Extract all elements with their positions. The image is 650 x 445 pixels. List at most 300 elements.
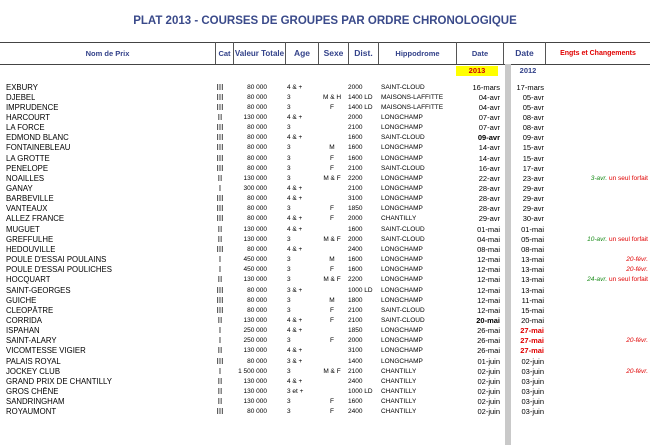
date-2012: 09-avr	[522, 133, 544, 143]
total-value: 130 000	[243, 225, 267, 233]
table-row	[0, 407, 650, 417]
racecourse: LONGCHAMP	[381, 113, 423, 121]
racecourse: LONGCHAMP	[381, 286, 423, 294]
racecourse: LONGCHAMP	[381, 195, 423, 203]
total-value: 250 000	[243, 327, 267, 335]
total-value: 80 000	[247, 195, 267, 203]
racecourse: LONGCHAMP	[381, 205, 423, 213]
sex: F	[330, 266, 334, 274]
date-2013: 26-mai	[477, 346, 500, 356]
category: II	[217, 315, 223, 325]
sex	[319, 113, 345, 123]
page-title: PLAT 2013 - COURSES DE GROUPES PAR ORDRE CHRONOLOGIQUE	[133, 15, 517, 27]
date-2013: 04-avr	[478, 92, 500, 102]
date-2013: 12-mai	[477, 275, 500, 285]
total-value: 80 000	[247, 103, 267, 111]
age: 4 & +	[287, 327, 303, 335]
table-row	[0, 93, 650, 103]
header-hippodrome: Hippodrome	[395, 48, 440, 58]
sex: F	[330, 154, 334, 162]
date-2012: 17-avr	[522, 163, 544, 173]
category: III	[216, 123, 224, 133]
sex: F	[330, 408, 334, 416]
distance: 2200	[348, 276, 363, 284]
prize-name: PENELOPE	[6, 163, 49, 173]
sex	[319, 194, 345, 204]
date-2012: 05-avr	[522, 92, 544, 102]
date-2013: 14-avr	[478, 143, 500, 153]
table-row	[0, 235, 650, 245]
category: III	[216, 214, 224, 224]
age: 3	[287, 93, 291, 101]
racecourse: LONGCHAMP	[381, 266, 423, 274]
distance: 1000 LD	[348, 286, 373, 294]
category: III	[216, 92, 224, 102]
category: II	[217, 234, 223, 244]
prize-name: CORRIDA	[6, 315, 42, 325]
sex: F	[330, 316, 334, 324]
date-2013: 08-mai	[477, 244, 500, 254]
distance: 2100	[348, 124, 363, 132]
age: 3	[287, 124, 291, 132]
table-row	[0, 83, 650, 93]
engagement-note	[548, 174, 648, 184]
total-value: 80 000	[247, 154, 267, 162]
total-value: 80 000	[247, 306, 267, 314]
distance: 2100	[348, 306, 363, 314]
engagement-note	[548, 235, 648, 245]
distance: 2400	[348, 408, 363, 416]
engagement-date: 10-avr.	[587, 235, 608, 243]
prize-name: LA FORCE	[6, 123, 45, 133]
sex	[319, 83, 345, 93]
date-2013: 04-avr	[478, 102, 500, 112]
engagement-change: un seul forfait	[608, 235, 648, 243]
racecourse: LONGCHAMP	[381, 357, 423, 365]
total-value: 80 000	[247, 205, 267, 213]
total-value: 80 000	[247, 93, 267, 101]
date-2012: 03-juin	[521, 387, 544, 396]
engagement-change: un seul forfait	[608, 174, 648, 182]
date-2013: 12-mai	[477, 285, 500, 295]
table-row	[0, 184, 650, 194]
category: II	[217, 346, 223, 356]
total-value: 300 000	[243, 185, 267, 192]
distance: 1400	[348, 357, 363, 365]
year-2012-label: 2012	[519, 66, 537, 75]
engagement-date: 20-févr.	[626, 367, 648, 375]
racecourse: MAISONS-LAFFITTE	[381, 103, 444, 111]
table-row	[0, 265, 650, 275]
engagement-date: 20-févr.	[626, 337, 648, 345]
category: III	[216, 133, 224, 143]
racecourse: LONGCHAMP	[381, 245, 423, 253]
distance: 2100	[348, 316, 363, 324]
table-row	[0, 164, 650, 174]
distance: 2000	[348, 113, 363, 121]
distance: 3100	[348, 347, 363, 355]
distance: 2000	[348, 83, 363, 91]
total-value: 80 000	[247, 124, 267, 132]
date-2012: 13-mai	[521, 265, 544, 275]
date-2012: 01-mai	[521, 224, 544, 234]
date-2012: 03-juin	[521, 397, 544, 407]
category: II	[217, 224, 223, 234]
racecourse: LONGCHAMP	[381, 256, 423, 264]
table-row	[0, 306, 650, 316]
total-value: 80 000	[247, 144, 267, 152]
sex: M & F	[323, 235, 341, 243]
sex: F	[330, 215, 334, 223]
racecourse: SAINT-CLOUD	[381, 235, 425, 243]
prize-name: MUGUET	[6, 224, 40, 234]
sex	[319, 133, 345, 143]
racecourse: SAINT-CLOUD	[381, 134, 425, 142]
distance: 2200	[348, 174, 363, 182]
header-date-2012: Date	[515, 47, 534, 58]
prize-name: HEDOUVILLE	[6, 244, 56, 254]
category: III	[216, 356, 224, 366]
age: 3	[287, 205, 291, 213]
category: II	[217, 397, 223, 407]
sex: F	[330, 164, 334, 172]
age: 4 & +	[287, 134, 303, 142]
age: 3 & +	[287, 357, 303, 365]
date-2012: 03-juin	[521, 376, 544, 386]
header-age: Age	[293, 47, 311, 58]
age: 3	[287, 256, 291, 264]
racecourse: CHANTILLY	[381, 408, 417, 416]
table-row	[0, 194, 650, 204]
table-row	[0, 346, 650, 356]
category: III	[216, 163, 224, 173]
table-row	[0, 225, 650, 235]
prize-name: VICOMTESSE VIGIER	[6, 346, 86, 356]
sex: M	[329, 144, 335, 152]
category: I	[218, 366, 222, 376]
prize-name: GUICHE	[6, 295, 37, 305]
date-2012: 17-mars	[516, 82, 544, 92]
table-row	[0, 357, 650, 367]
prize-name: EDMOND BLANC	[6, 133, 69, 143]
prize-name: POULE D'ESSAI POULICHES	[6, 265, 112, 275]
date-2013: 14-avr	[478, 153, 500, 163]
category: II	[217, 173, 223, 183]
racecourse: SAINT-CLOUD	[381, 225, 425, 233]
date-2013: 16-avr	[478, 163, 500, 173]
category: II	[217, 376, 223, 386]
prize-name: NOAILLES	[6, 173, 45, 183]
age: 4 & +	[287, 225, 303, 233]
age: 3	[287, 367, 291, 375]
prize-name: ALLEZ FRANCE	[6, 214, 65, 224]
age: 3	[287, 398, 291, 406]
prize-name: DJEBEL	[6, 92, 36, 102]
category: III	[216, 194, 224, 204]
distance: 1800	[348, 296, 363, 304]
table-row	[0, 316, 650, 326]
age: 3	[287, 154, 291, 162]
total-value: 80 000	[247, 286, 267, 294]
category: II	[217, 112, 223, 122]
engagement-date: 20-févr.	[626, 256, 648, 264]
category: III	[216, 295, 224, 305]
category: II	[217, 275, 223, 285]
category: I	[218, 255, 222, 265]
date-2012: 23-avr	[522, 173, 544, 183]
date-2013: 01-mai	[477, 224, 500, 234]
header-sexe: Sexe	[323, 47, 344, 58]
date-2013: 20-mai	[476, 315, 500, 325]
date-2012: 03-juin	[521, 407, 544, 417]
total-value: 80 000	[247, 215, 267, 223]
date-2013: 01-juin	[477, 356, 500, 366]
date-2012: 29-avr	[522, 204, 544, 214]
total-value: 130 000	[243, 347, 267, 355]
distance: 2100	[348, 185, 363, 192]
age: 3	[287, 296, 291, 304]
table-row	[0, 275, 650, 285]
category: III	[216, 82, 224, 92]
table-row	[0, 174, 650, 184]
year-2013-label: 2013	[456, 66, 498, 76]
date-2013: 26-mai	[477, 336, 500, 346]
sex	[319, 184, 345, 194]
age: 3	[287, 174, 291, 182]
date-2012: 29-avr	[522, 184, 544, 193]
header-engts: Engts et Changements	[560, 49, 636, 57]
total-value: 130 000	[243, 398, 267, 406]
table-row	[0, 255, 650, 265]
sex	[319, 326, 345, 336]
engagement-date: 20-févr.	[626, 266, 648, 274]
racecourse: LONGCHAMP	[381, 144, 423, 152]
racecourse: LONGCHAMP	[381, 276, 423, 284]
date-2013: 02-juin	[477, 366, 500, 376]
date-2012: 27-mai	[520, 346, 544, 356]
sex: M & H	[322, 93, 342, 101]
distance: 1600	[348, 398, 363, 406]
prize-name: FONTAINEBLEAU	[6, 143, 71, 153]
date-2012: 08-mai	[521, 244, 544, 254]
sex	[319, 123, 345, 133]
age: 4 & +	[287, 195, 303, 203]
racecourse: LONGCHAMP	[381, 296, 423, 304]
racecourse: LONGCHAMP	[381, 174, 423, 182]
date-2013: 12-mai	[477, 265, 500, 275]
age: 4 & +	[287, 215, 303, 223]
header-dist: Dist.	[354, 47, 373, 58]
table-row	[0, 336, 650, 346]
date-2013: 28-avr	[478, 184, 500, 193]
sex	[319, 387, 345, 397]
sex	[319, 357, 345, 367]
category: III	[216, 153, 224, 163]
prize-name: SAINT-GEORGES	[6, 285, 71, 295]
date-2013: 09-avr	[477, 133, 500, 143]
distance: 3100	[348, 195, 363, 203]
prize-name: GANAY	[6, 184, 33, 193]
distance: 2100	[348, 164, 363, 172]
prize-name: GREFFULHE	[6, 234, 54, 244]
age: 4 & +	[287, 83, 303, 91]
date-2012: 15-mai	[521, 305, 544, 315]
date-2013: 02-juin	[477, 397, 500, 407]
date-2012: 13-mai	[521, 255, 544, 265]
sex: M	[329, 256, 335, 264]
table-row	[0, 377, 650, 387]
age: 3	[287, 144, 291, 152]
date-2013: 29-avr	[478, 214, 500, 224]
table-row	[0, 113, 650, 123]
category: I	[218, 184, 222, 193]
age: 4 & +	[287, 113, 303, 121]
table-row	[0, 296, 650, 306]
sex	[319, 245, 345, 255]
table-row	[0, 245, 650, 255]
date-2013: 28-avr	[478, 194, 500, 204]
date-2012: 13-mai	[521, 285, 544, 295]
sex: F	[330, 103, 334, 111]
date-2012: 27-mai	[520, 326, 544, 336]
table-row	[0, 103, 650, 113]
racecourse: LONGCHAMP	[381, 337, 423, 345]
distance: 2100	[348, 367, 363, 375]
racecourse: SAINT-CLOUD	[381, 316, 425, 324]
date-2012: 05-mai	[521, 234, 544, 244]
total-value: 130 000	[243, 377, 267, 385]
date-2012: 15-avr	[522, 153, 544, 163]
date-2012: 05-avr	[522, 102, 544, 112]
sex: F	[330, 398, 334, 406]
total-value: 250 000	[243, 337, 267, 345]
category: III	[216, 305, 224, 315]
engagement-date: 3-avr.	[590, 174, 608, 182]
date-2013: 22-avr	[478, 173, 500, 183]
racecourse: CHANTILLY	[381, 215, 417, 223]
total-value: 80 000	[247, 357, 267, 365]
total-value: 80 000	[247, 408, 267, 416]
total-value: 130 000	[243, 235, 267, 243]
table-row	[0, 326, 650, 336]
category: III	[216, 407, 224, 417]
sex	[319, 346, 345, 356]
date-2012: 13-mai	[521, 275, 544, 285]
engagement-note	[548, 367, 648, 377]
engagement-note	[548, 275, 648, 285]
prize-name: GROS CHÊNE	[6, 387, 59, 396]
total-value: 80 000	[247, 245, 267, 253]
total-value: 130 000	[243, 276, 267, 284]
category: III	[216, 285, 224, 295]
category: I	[218, 326, 222, 336]
racecourse: LONGCHAMP	[381, 185, 423, 192]
date-2012: 27-mai	[520, 336, 544, 346]
distance: 1600	[348, 144, 363, 152]
engagement-change: un seul forfait	[608, 276, 648, 284]
prize-name: CLEOPÂTRE	[6, 305, 54, 315]
category: I	[218, 265, 222, 275]
category: III	[216, 244, 224, 254]
age: 3	[287, 164, 291, 172]
category: I	[218, 336, 222, 346]
distance: 1600	[348, 256, 363, 264]
header-cat: Cat	[218, 48, 231, 58]
age: 3 et +	[287, 388, 304, 395]
table-row	[0, 133, 650, 143]
date-2013: 12-mai	[477, 255, 500, 265]
distance: 1400 LD	[348, 93, 373, 101]
total-value: 130 000	[243, 113, 267, 121]
header-date-2013: Date	[471, 48, 489, 58]
distance: 1400 LD	[348, 103, 373, 111]
prize-name: HOCQUART	[6, 275, 51, 285]
date-2013: 26-mai	[477, 326, 500, 336]
distance: 1850	[348, 205, 363, 213]
sex: F	[330, 306, 334, 314]
total-value: 450 000	[243, 256, 267, 264]
racecourse: LONGCHAMP	[381, 347, 423, 355]
table-row	[0, 214, 650, 224]
date-2013: 04-mai	[477, 234, 500, 244]
total-value: 80 000	[247, 164, 267, 172]
prize-name: ISPAHAN	[6, 326, 40, 336]
category: III	[216, 143, 224, 153]
table-row	[0, 387, 650, 397]
prize-name: PALAIS ROYAL	[6, 356, 61, 366]
age: 3 & +	[287, 286, 303, 294]
sex	[319, 225, 345, 235]
category: III	[216, 204, 224, 214]
sex: F	[330, 205, 334, 213]
distance: 2400	[348, 245, 363, 253]
date-2013: 16-mars	[472, 82, 500, 92]
distance: 2000	[348, 337, 363, 345]
total-value: 80 000	[247, 83, 267, 91]
category: III	[216, 102, 224, 112]
distance: 1000 LD	[348, 388, 373, 395]
date-2013: 02-juin	[477, 407, 500, 417]
total-value: 130 000	[243, 388, 267, 395]
sex: M & F	[323, 367, 341, 375]
distance: 1600	[348, 266, 363, 274]
prize-name: EXBURY	[6, 82, 38, 92]
racecourse: SAINT-CLOUD	[381, 83, 425, 91]
distance: 2000	[348, 215, 363, 223]
date-2013: 07-avr	[478, 112, 500, 122]
age: 4 & +	[287, 316, 303, 324]
date-2012: 02-juin	[521, 356, 544, 366]
distance: 1600	[348, 154, 363, 162]
racecourse: MAISONS-LAFFITTE	[381, 93, 444, 101]
date-2012: 11-mai	[521, 295, 544, 305]
age: 4 & +	[287, 377, 303, 385]
prize-name: VANTEAUX	[6, 204, 48, 214]
engagement-date: 24-avr.	[587, 276, 608, 284]
sex	[319, 286, 345, 296]
date-2012: 30-avr	[522, 214, 544, 224]
total-value: 130 000	[243, 316, 267, 324]
date-2012: 03-juin	[521, 366, 544, 376]
table-row	[0, 143, 650, 153]
date-2013: 28-avr	[478, 204, 500, 214]
racecourse: SAINT-CLOUD	[381, 164, 425, 172]
date-2013: 02-juin	[477, 376, 500, 386]
distance: 1600	[348, 134, 363, 142]
age: 4 & +	[287, 347, 303, 355]
category: II	[217, 387, 223, 396]
date-2012: 08-avr	[522, 123, 544, 133]
